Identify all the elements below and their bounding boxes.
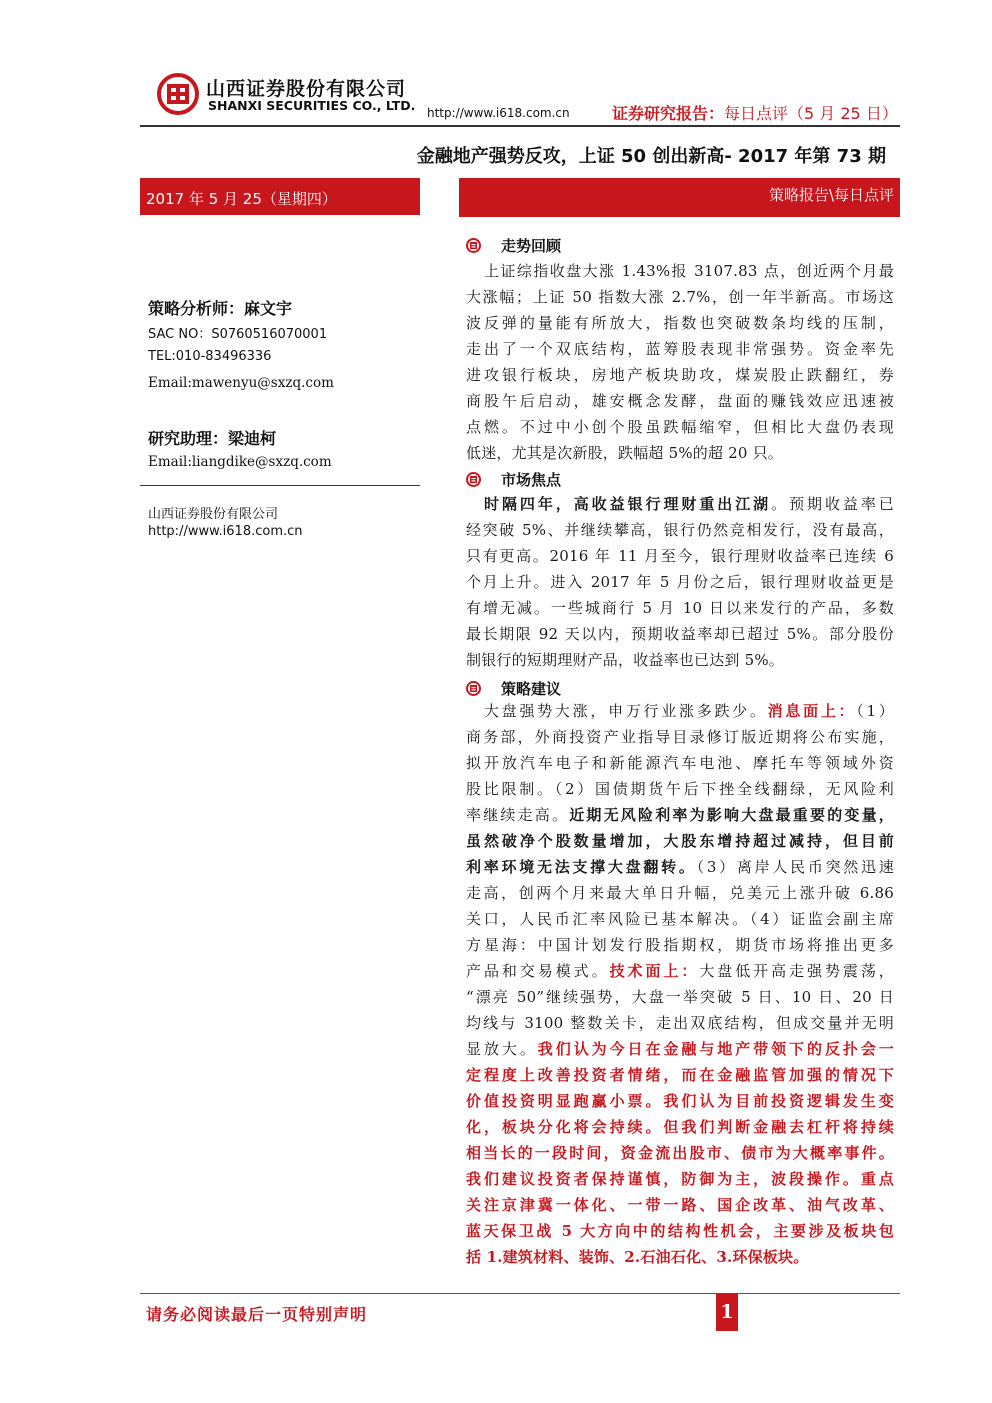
report-subtitle: 每日点评（5 月 25 日） <box>724 104 898 123</box>
advice-line: 均线与 3100 整数关卡，走出双底结构，但成交量并无明 <box>466 1014 894 1032</box>
advice-line: 关口，人民币汇率风险已基本解决。（4）证监会副主席 <box>466 910 894 928</box>
advice-conclusion-line: 蓝天保卫战 5 大方向中的结构性机会，主要涉及板块包 <box>466 1222 894 1240</box>
section-advice-heading <box>466 678 561 699</box>
section-focus-heading <box>466 469 561 490</box>
date-banner: 2017 年 5 月 25（星期四） <box>140 178 420 215</box>
advice-line: 虽然破净个股数量增加，大股东增持超过减持，但目前 <box>466 832 894 850</box>
assistant-title: 研究助理：梁迪柯 <box>148 429 277 448</box>
advice-conclusion-line: 相当长的一段时间，资金流出股市、债市为大概率事件。 <box>466 1144 894 1162</box>
section-bullet-icon <box>466 472 481 487</box>
advice-line: “漂亮 50”继续强势，大盘一举突破 5 日、10 日、20 日 <box>466 988 894 1006</box>
advice-conclusion-line: 我们建议投资者保持谨慎，防御为主，波段操作。重点 <box>466 1170 894 1188</box>
focus-line: 有增无减。一些城商行 5 月 10 日以来发行的产品，多数 <box>466 599 894 617</box>
advice-emphasis: 近期无风险利率为影响大盘最重要的变量， <box>569 806 894 824</box>
analyst-email[interactable]: Email:mawenyu@sxzq.com <box>148 375 334 391</box>
advice-line <box>466 958 894 984</box>
advice-news-label: 消息面上： <box>767 702 857 720</box>
advice-line: 股比限制。（2）国债期货午后下挫全线翻绿，无风险利 <box>466 780 894 798</box>
focus-line: 制银行的短期理财产品，收益率也已达到 5%。 <box>466 651 784 669</box>
advice-line <box>466 698 894 724</box>
section-focus-body <box>466 491 894 673</box>
advice-emphasis: 利率环境无法支撑大盘翻转。 <box>466 858 697 876</box>
header-divider <box>140 125 900 127</box>
focus-line: 最长期限 92 天以内，预期收益率却已超过 5%。部分股份 <box>466 625 894 643</box>
advice-line <box>466 1036 894 1062</box>
review-line: 进攻银行板块，房地产板块助攻，煤炭股止跌翻红，券 <box>466 366 894 384</box>
advice-conclusion: 我们认为今日在金融与地产带领下的反扑会一 <box>537 1040 894 1058</box>
review-line: 波反弹的量能有所放大，指数也突破数条均线的压制， <box>466 314 894 332</box>
section-focus-title: 市场焦点 <box>501 471 562 489</box>
section-bullet-icon <box>466 681 481 696</box>
left-divider <box>140 485 420 486</box>
company-name-en: SHANXI SECURITIES CO., LTD. <box>208 98 416 113</box>
advice-text: 率继续走高。 <box>466 806 570 824</box>
focus-line <box>466 491 894 517</box>
advice-line <box>466 802 894 828</box>
advice-text: 大盘低开高走强势震荡， <box>699 962 894 980</box>
focus-headline: 时隔四年，高收益银行理财重出江湖 <box>484 495 772 513</box>
focus-text: 。预期收益率已 <box>771 495 894 513</box>
review-line: 商股午后启动，雄安概念发酵，盘面的赚钱效应迅速被 <box>466 392 894 410</box>
review-line: 走出了一个双底结构，蓝筹股表现非常强势。资金率先 <box>466 340 894 358</box>
focus-line: 只有更高。2016 年 11 月至今，银行理财收益率已连续 6 <box>466 547 894 565</box>
footer-divider <box>140 1293 900 1294</box>
company-info-url[interactable]: http://www.i618.com.cn <box>148 524 303 539</box>
advice-text: （3）离岸人民币突然迅速 <box>696 858 894 876</box>
report-type-banner: 策略报告\每日点评 <box>459 178 900 217</box>
advice-text: 大盘强势大涨，申万行业涨多跌少。 <box>484 702 768 720</box>
advice-conclusion-line: 定程度上改善投资者情绪，而在金融监管加强的情况下 <box>466 1066 894 1084</box>
section-advice-body <box>466 698 894 1270</box>
advice-text: 显放大。 <box>466 1040 538 1058</box>
report-title: 金融地产强势反攻，上证 50 创出新高- 2017 年第 73 期 <box>416 146 886 167</box>
review-line: 大涨幅；上证 50 指数大涨 2.7%，创一年半新高。市场这 <box>466 288 894 306</box>
report-category: 证券研究报告： <box>612 104 725 123</box>
analyst-sac: SAC NO：S0760516070001 <box>148 327 328 342</box>
advice-line: 走高，创两个月来最大单日升幅，兑美元上涨升破 6.86 <box>466 884 894 902</box>
review-line: 低迷，尤其是次新股，跌幅超 5%的超 20 只。 <box>466 444 783 462</box>
company-info-name: 山西证券股份有限公司 <box>148 507 279 522</box>
header-url-link[interactable]: http://www.i618.com.cn <box>427 106 570 120</box>
section-bullet-icon <box>466 238 481 253</box>
advice-line <box>466 854 894 880</box>
focus-line: 经突破 5%、并继续攀高，银行仍然竞相发行，没有最高， <box>466 521 894 539</box>
advice-tech-label: 技术面上： <box>609 962 700 980</box>
section-advice-title: 策略建议 <box>501 680 562 698</box>
review-line: 上证综指收盘大涨 1.43%报 3107.83 点，创近两个月最 <box>484 262 894 280</box>
company-logo-icon <box>156 72 200 116</box>
header-report-label <box>612 101 898 124</box>
advice-text: 产品和交易模式。 <box>466 962 610 980</box>
section-review-heading <box>466 235 561 256</box>
analyst-tel: TEL:010-83496336 <box>148 349 272 364</box>
advice-line: 拟开放汽车电子和新能源汽车电池、摩托车等领域外资 <box>466 754 894 772</box>
footer-disclaimer-note: 请务必阅读最后一页特别声明 <box>146 1305 368 1324</box>
page-number: 1 <box>716 1294 738 1331</box>
advice-conclusion-line: 价值投资明显跑赢小票。我们认为目前投资逻辑发生变 <box>466 1092 894 1110</box>
advice-conclusion-line: 化，板块分化将会持续。但我们判断金融去杠杆将持续 <box>466 1118 894 1136</box>
advice-conclusion-line: 关注京津冀一体化、一带一路、国企改革、油气改革、 <box>466 1196 894 1214</box>
section-review-body <box>466 258 894 466</box>
advice-line: 商务部，外商投资产业指导目录修订版近期将公布实施， <box>466 728 894 746</box>
advice-line: 方星海：中国计划发行股指期权，期货市场将推出更多 <box>466 936 894 954</box>
advice-conclusion-line: 括 1.建筑材料、装饰、2.石油石化、3.环保板块。 <box>466 1248 809 1266</box>
focus-line: 个月上升。进入 2017 年 5 月份之后，银行理财收益更是 <box>466 573 894 591</box>
advice-text: （1） <box>856 702 894 720</box>
company-name-cn: 山西证券股份有限公司 <box>206 78 407 100</box>
section-review-title: 走势回顾 <box>501 237 562 255</box>
review-line: 点燃。不过中小创个股虽跌幅缩窄，但相比大盘仍表现 <box>466 418 894 436</box>
assistant-email[interactable]: Email:liangdike@sxzq.com <box>148 454 332 470</box>
analyst-title: 策略分析师：麻文宇 <box>148 299 293 318</box>
